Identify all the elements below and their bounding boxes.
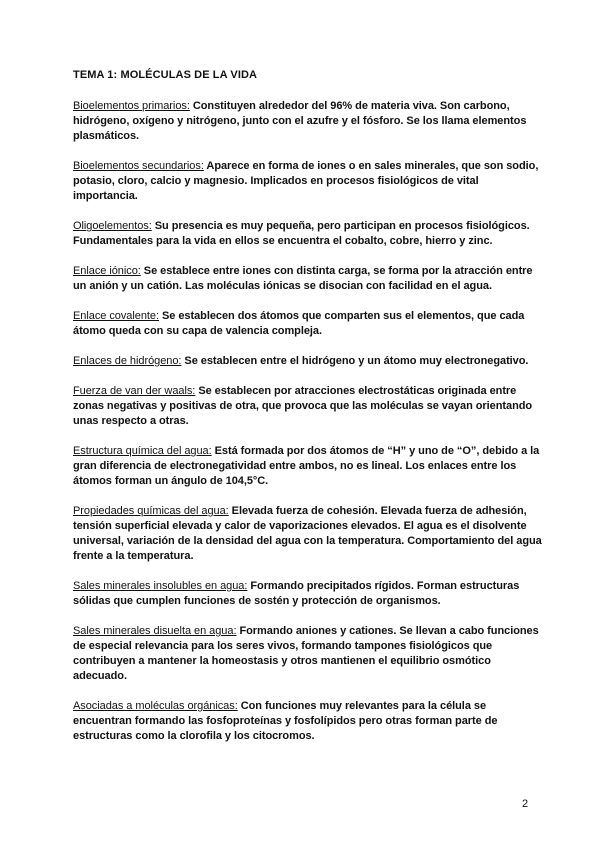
section-asociadas-organicas	[73, 699, 545, 744]
section-term: Fuerza de van der waals:	[73, 385, 196, 397]
section-term: Estructura química del agua:	[73, 445, 212, 457]
section-sales-disueltas	[73, 624, 545, 684]
section-text: Se establecen dos átomos que comparten sus el elementos, que cada átomo queda con su capa de valencia compleja.	[73, 310, 525, 337]
section-text: Se establecen por atracciones electrostáticas originada entre zonas negativas y positivas de otra, que provoca que las moléculas se vayan orientando unas respecto a otras.	[73, 385, 533, 427]
section-van-der-waals	[73, 384, 545, 429]
section-text: Formando precipitados rígidos. Forman estructuras sólidas que cumplen funciones de sostén y protección de organismos.	[73, 580, 520, 607]
section-text: Su presencia es muy pequeña, pero participan en procesos fisiológicos. Fundamentales para la vida en ellos se encuentra el cobalto, cobre, hierro y zinc.	[73, 220, 530, 247]
section-term: Propiedades químicas del agua:	[73, 505, 229, 517]
section-text: Aparece en forma de iones o en sales minerales, que son sodio, potasio, cloro, calcio y magnesio. Implicados en procesos fisiológicos de vital importancia.	[73, 160, 539, 202]
section-propiedades-agua	[73, 504, 545, 564]
section-enlaces-hidrogeno	[73, 354, 545, 369]
section-term: Enlace covalente:	[73, 310, 159, 322]
section-text: Se establece entre iones con distinta carga, se forma por la atracción entre un anión y un catión. Las moléculas iónicas se disocian con facilidad en el agua.	[73, 265, 533, 292]
section-text: Está formada por dos átomos de “H” y uno de “O”, debido a la gran diferencia de electronegatividad entre ambos, no es lineal. Los enlaces entre los átomos forman un ángulo de 104,5°C.	[73, 445, 540, 487]
section-enlace-ionico	[73, 264, 545, 294]
section-enlace-covalente	[73, 309, 545, 339]
document-page	[73, 68, 545, 759]
section-oligoelementos	[73, 219, 545, 249]
section-term: Sales minerales disuelta en agua:	[73, 625, 237, 637]
section-sales-insolubles	[73, 579, 545, 609]
section-estructura-agua	[73, 444, 545, 489]
section-term: Asociadas a moléculas orgánicas:	[73, 700, 238, 712]
section-term: Enlaces de hidrógeno:	[73, 355, 182, 367]
document-title: TEMA 1: MOLÉCULAS DE LA VIDA	[73, 69, 258, 81]
section-text: Se establecen entre el hidrógeno y un átomo muy electronegativo.	[181, 355, 529, 367]
section-text: Elevada fuerza de cohesión. Elevada fuerza de adhesión, tensión superficial elevada y calor de vaporizaciones elevados. El agua es el disolvente universal, variación de la densidad del agua con la temperatura. Comportamiento del agua frente a la temperatura.	[73, 505, 542, 562]
section-bioelementos-secundarios	[73, 159, 545, 204]
section-term: Bioelementos primarios:	[73, 100, 190, 112]
section-text: Con funciones muy relevantes para la célula se encuentran formando las fosfoproteínas y fosfolípidos pero otras forman parte de estructuras como la clorofila y los citocromos.	[73, 700, 498, 742]
section-text: Constituyen alrededor del 96% de materia viva. Son carbono, hidrógeno, oxígeno y nitrógeno, junto con el azufre y el fósforo. Se los llama elementos plasmáticos.	[73, 100, 527, 142]
section-term: Bioelementos secundarios:	[73, 160, 204, 172]
section-term: Oligoelementos:	[73, 220, 152, 232]
page-number: 2	[522, 798, 529, 810]
section-bioelementos-primarios	[73, 99, 545, 144]
section-term: Enlace iónico:	[73, 265, 141, 277]
section-text: Formando aniones y cationes. Se llevan a cabo funciones de especial relevancia para los seres vivos, formando tampones fisiológicos que contribuyen a mantener la homeostasis y otros mantienen el equilibrio osmótico adecuado.	[73, 625, 539, 682]
section-term: Sales minerales insolubles en agua:	[73, 580, 248, 592]
